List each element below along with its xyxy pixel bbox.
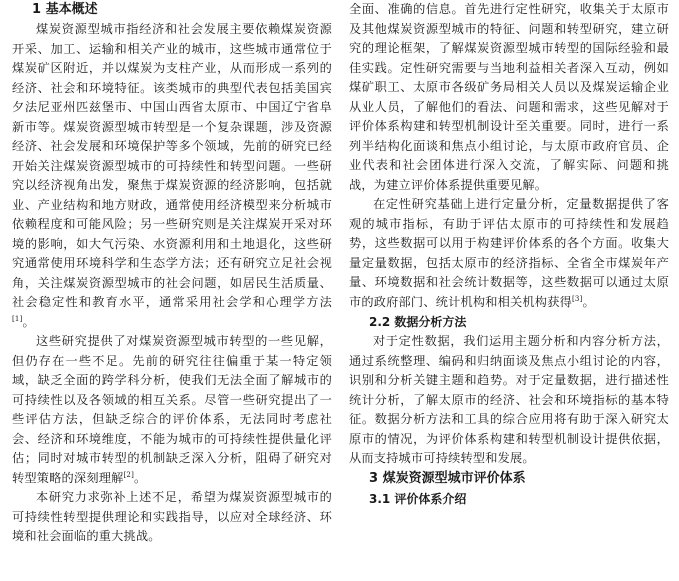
overview-paragraph-1-end: 。	[22, 314, 35, 329]
right-column	[349, 0, 669, 509]
overview-paragraph-1	[12, 20, 332, 332]
citation-2: [2]	[123, 470, 135, 479]
subsection-3-1-heading: 3.1 评价体系介绍	[369, 491, 467, 506]
section-3-heading: 3 煤炭资源型城市评价体系	[369, 470, 526, 486]
qualitative-research-paragraph: 全面、准确的信息。首先进行定性研究，收集关于太原市及其他煤炭资源型城市的特征、问题和转型研究，建立研究的理论框架，了解煤炭资源型城市转型的国际经验和最佳实践。定性研究需要与当地利益相关者深入互动，例如煤矿职工、太原市各级矿务局相关人员以及煤炭运输企业从业人员，了解他们的看法、问题和需求，这些见解对于评价体系构建和转型机制设计至关重要。同时，进行一系列半结构化面谈和焦点小组讨论，与太原市政府官员、企业代表和社会团体进行深入交流，了解实际、问题和挑战，为建立评价体系提供重要见解。	[349, 2, 669, 192]
quantitative-research-text: 在定性研究基础上进行定量分析，定量数据提供了客观的城市指标，有助于评估太原市的可持续性和发展趋势，这些数据可以用于构建评价体系的各个方面。收集大量定量数据，包括太原市的经济指标、全省全市煤炭年产量、环境数据和社会统计数据等，这些数据可以通过太原市的政府部门、统计机构和相关机构获得	[349, 197, 669, 309]
overview-paragraph-2	[12, 332, 332, 488]
subsection-2-2-heading: 2.2 数据分析方法	[369, 315, 467, 329]
data-analysis-paragraph: 对于定性数据，我们运用主题分析和内容分析方法，通过系统整理、编码和归纳面谈及焦点小组讨论的内容，识别和分析关键主题和趋势。对于定量数据，进行描述性统计分析，了解太原市的经济、社会和环境指标的基本特征。数据分析方法和工具的综合应用将有助于深入研究太原市的情况，为评价体系构建和转型机制设计提供依据，从而支持城市可持续转型和发展。	[349, 334, 669, 465]
quantitative-research-end: 。	[582, 294, 595, 309]
quantitative-research-paragraph	[349, 195, 669, 312]
citation-3: [3]	[571, 294, 583, 303]
overview-paragraph-3: 本研究力求弥补上述不足，希望为煤炭资源型城市的可持续性转型提供理论和实践指导，以应对全球经济、环境和社会面临的重大挑战。	[12, 490, 332, 543]
section-1-heading: 1 基本概述	[32, 2, 98, 17]
overview-paragraph-2-end: 。	[134, 470, 147, 485]
left-column	[12, 0, 332, 547]
citation-1: [1]	[12, 314, 23, 323]
overview-paragraph-2-text: 这些研究提供了对煤炭资源型城市转型的一些见解，但仍存在一些不足。先前的研究往往偏重于某一特定领域，缺乏全面的跨学科分析，使我们无法全面了解城市的可持续性以及各领域的相互关系。尽管一些研究提出了一些评估方法，但缺乏综合的评价体系，无法同时考虑社会、经济和环境维度，不能为城市的可持续性提供量化评估；同时对城市转型的机制缺乏深入分析，阻碍了研究对转型策略的深刻理解	[12, 334, 332, 485]
overview-paragraph-1-text: 煤炭资源型城市指经济和社会发展主要依赖煤炭资源开采、加工、运输和相关产业的城市，这些城市通常位于煤炭矿区附近，并以煤炭为支柱产业，从而形成一系列的经济、社会和环境特征。该类城市的典型代表包括美国宾夕法尼亚州匹兹堡市、中国山西省太原市、中国辽宁省阜新市等。煤炭资源型城市转型是一个复杂课题，涉及资源经济、社会发展和环境保护等多个领域，先前的研究已经开始关注煤炭资源型城市的可持续性和转型问题。一些研究以经济视角出发，聚焦于煤炭资源的经济影响，包括就业、产业结构和地方财政，通常使用经济模型来分析城市依赖程度和可能风险；另一些研究则是关注煤炭开采对环境的影响，如大气污染、水资源利用和土地退化，这些研究通常使用环境科学和生态学方法；还有研究立足社会视角，关注煤炭资源型城市的社会问题，如居民生活质量、社会稳定性和教育水平，通常采用社会学和心理学方法	[12, 22, 332, 309]
